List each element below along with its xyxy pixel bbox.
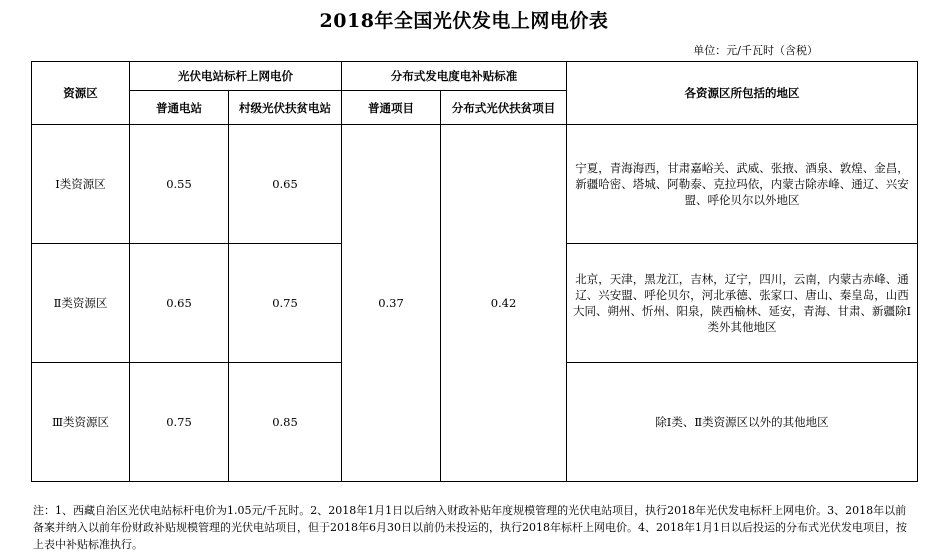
pv-normal-price: 0.55 xyxy=(130,125,229,244)
regions-cell: 除Ⅰ类、Ⅱ类资源区以外的其他地区 xyxy=(567,363,918,482)
header-dist-normal: 普通项目 xyxy=(342,91,441,125)
pv-normal-price: 0.65 xyxy=(130,244,229,363)
page-title: 2018年全国光伏发电上网电价表 xyxy=(319,10,609,32)
table-row xyxy=(32,125,918,244)
header-pv-benchmark: 光伏电站标杆上网电价 xyxy=(130,62,342,91)
pv-normal-price: 0.75 xyxy=(130,363,229,482)
pv-poverty-price: 0.85 xyxy=(229,363,342,482)
zone-cell: Ⅰ类资源区 xyxy=(32,125,130,244)
pv-poverty-price: 0.75 xyxy=(229,244,342,363)
header-pv-poverty: 村级光伏扶贫电站 xyxy=(229,91,342,125)
pv-poverty-price: 0.65 xyxy=(229,125,342,244)
footnote: 注：1、西藏自治区光伏电站标杆电价为1.05元/千瓦时。2、2018年1月1日以后纳入财政补贴年度规模管理的光伏电站项目，执行2018年光伏发电标杆上网电价。3、2018年以前备案并纳入以前年份财政补贴规模管理的光伏电站项目，但于2018年6月30日以前仍未投运的，执行2018年标杆上网电价。4、2018年1月1日以后投运的分布式光伏发电项目，按上表中补贴标准执行。 xyxy=(33,504,907,551)
header-resource-zone: 资源区 xyxy=(32,62,130,125)
zone-cell: Ⅱ类资源区 xyxy=(32,244,130,363)
header-dist-poverty: 分布式光伏扶贫项目 xyxy=(441,91,567,125)
price-table xyxy=(31,61,918,482)
header-pv-normal: 普通电站 xyxy=(130,91,229,125)
header-regions: 各资源区所包括的地区 xyxy=(567,62,918,125)
dist-normal-subsidy: 0.37 xyxy=(342,125,441,482)
dist-poverty-subsidy: 0.42 xyxy=(441,125,567,482)
regions-cell: 北京，天津，黑龙江，吉林，辽宁，四川，云南，内蒙古赤峰、通辽、兴安盟、呼伦贝尔，河北承德、张家口、唐山、秦皇岛，山西大同、朔州、忻州、阳泉，陕西榆林、延安，青海、甘肃、新疆除Ⅰ类外其他地区 xyxy=(567,244,918,363)
zone-cell: Ⅲ类资源区 xyxy=(32,363,130,482)
header-distributed-subsidy: 分布式发电度电补贴标准 xyxy=(342,62,567,91)
regions-cell: 宁夏，青海海西，甘肃嘉峪关、武威、张掖、酒泉、敦煌、金昌，新疆哈密、塔城、阿勒泰、克拉玛依，内蒙古除赤峰、通辽、兴安盟、呼伦贝尔以外地区 xyxy=(567,125,918,244)
unit-note: 单位：元/千瓦时（含税） xyxy=(693,44,818,57)
